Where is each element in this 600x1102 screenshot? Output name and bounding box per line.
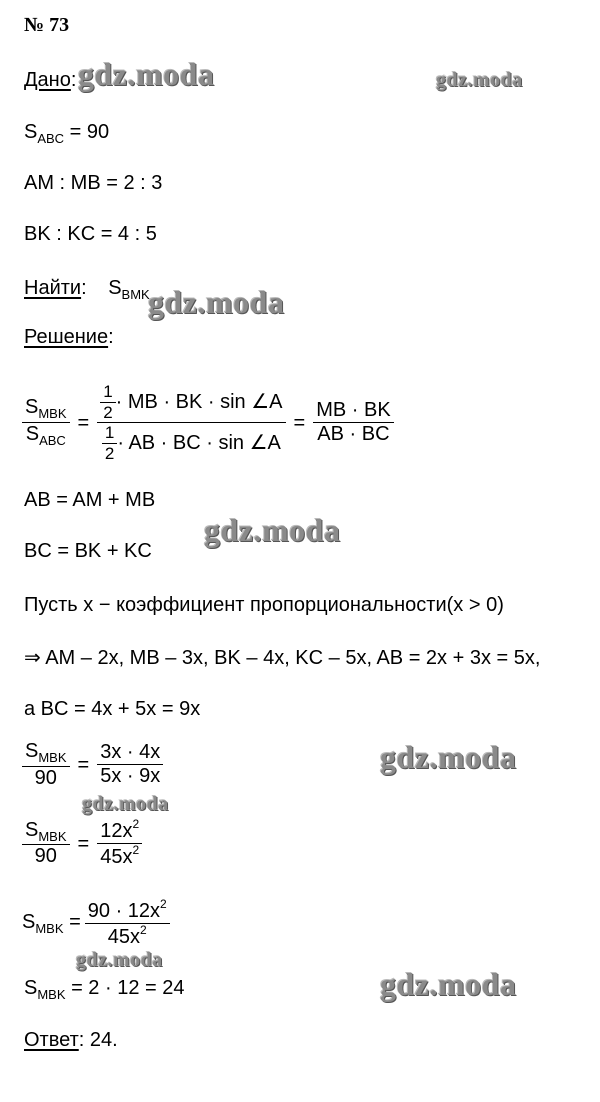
- equation-result: $S_{MBK} = 2 \cdot 12 = 24$: [24, 977, 185, 1002]
- line-implies: ⇒ AM – 2x, MB – 3x, BK – 4x, KC – 5x, AB = 2x + 3x = 5x,: [24, 647, 541, 669]
- given-ratio-am-mb: AM : MB = 2 : 3: [24, 172, 163, 194]
- find-label: Найти: [24, 277, 82, 299]
- equation-substitution: $\frac{S_{MBK}}{90}$ = $\frac{3x \cdot 4x}{5x \cdot 9x}$: [22, 740, 163, 790]
- watermark: gdz.moda: [82, 793, 169, 815]
- problem-number: № 73: [24, 14, 70, 36]
- watermark: gdz.moda: [380, 966, 517, 1002]
- watermark: gdz.moda: [436, 69, 523, 91]
- equation-solve: $S_{MBK}$ = $\frac{90 \cdot 12x^2}{45x^2}$: [22, 898, 170, 949]
- find-target: $S_{BMK}$: [108, 277, 150, 302]
- given-area: $S_{ABC} = 90$: [24, 121, 110, 146]
- given-ratio-bk-kc: BK : KC = 4 : 5: [24, 223, 157, 245]
- watermark: gdz.moda: [148, 284, 285, 320]
- solution-heading: Решение:: [24, 326, 114, 348]
- equation-simplified: $\frac{S_{MBK}}{90}$ = $\frac{12x^2}{45x^2}$: [22, 818, 142, 869]
- line-ab: AB = AM + MB: [24, 489, 156, 511]
- line-let-x: Пусть x − коэффициент пропорциональности(x > 0): [24, 594, 504, 616]
- rhs-fraction: $\frac{MB \cdot BK}{AB \cdot BC}$: [313, 399, 393, 446]
- lhs-fraction: $\frac{S_{MBK}}{S_{ABC}}$: [22, 396, 70, 449]
- watermark: gdz.moda: [380, 739, 517, 775]
- answer-line: [24, 1030, 118, 1050]
- area-ratio-formula: $\frac{S_{MBK}}{S_{ABC}}$ = $\frac{1}{2}$ · MB · BK · sin ∠A $\frac{1}{2}$ · AB · BC · sin ∠A = $\frac{MB \cdot BK}{AB \cdot BC}$: [22, 382, 394, 463]
- line-bc: BC = BK + KC: [24, 540, 152, 562]
- watermark: gdz.moda: [204, 512, 341, 548]
- given-colon: :: [70, 69, 77, 91]
- answer-value: : 24.: [78, 1029, 118, 1051]
- given-heading: [24, 70, 76, 90]
- find-line: Найти: $S_{BMK}$: [24, 277, 150, 302]
- middle-fraction: $\frac{1}{2}$ · MB · BK · sin ∠A $\frac{1}{2}$ · AB · BC · sin ∠A: [97, 382, 285, 463]
- answer-label: Ответ: [24, 1029, 79, 1051]
- solution-label: Решение: [24, 326, 109, 348]
- line-bc-9x: a BC = 4x + 5x = 9x: [24, 698, 201, 720]
- watermark: gdz.moda: [76, 949, 163, 971]
- given-label: Дано: [24, 69, 71, 91]
- watermark: gdz.moda: [78, 56, 215, 92]
